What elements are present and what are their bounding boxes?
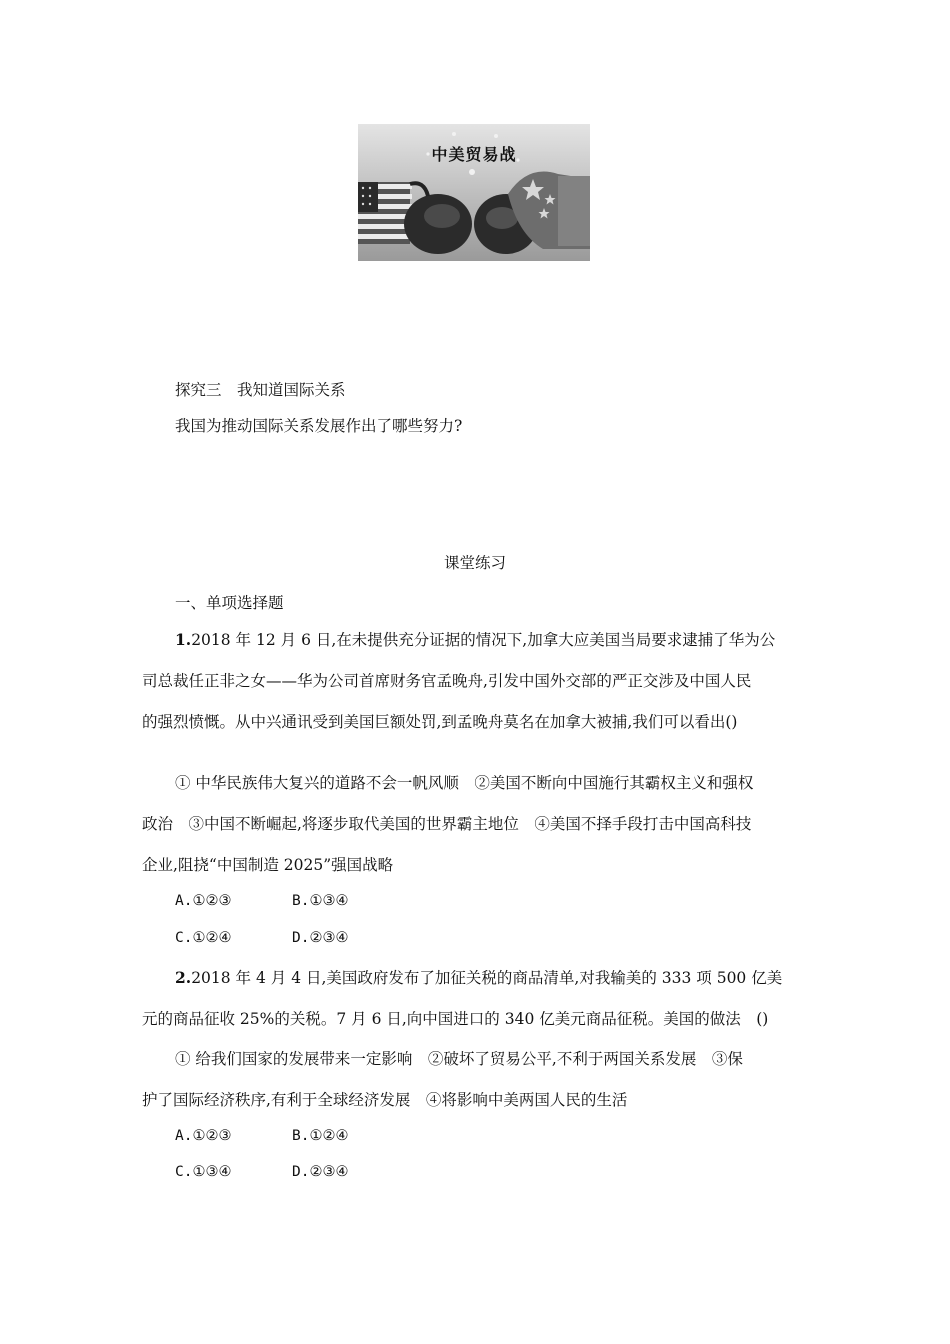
q2-option-d[interactable]: D.②③④ — [292, 1164, 349, 1180]
q1-stem-line-2: 司总裁任正非之女——华为公司首席财务官孟晚舟,引发中国外交部的严正交涉及中国人民 — [142, 672, 752, 690]
practice-title: 课堂练习 — [443, 554, 506, 572]
part-one-heading: 一、单项选择题 — [175, 594, 284, 612]
q1-option-d[interactable]: D.②③④ — [292, 930, 349, 946]
q2-stem-text-1: 2018 年 4 月 4 日,美国政府发布了加征关税的商品清单,对我输美的 333 项 500 亿美 — [191, 969, 783, 987]
q1-items-line-1: ① 中华民族伟大复兴的道路不会一帆风顺 ②美国不断向中国施行其霸权主义和强权 — [175, 774, 754, 792]
section-heading: 探究三 我知道国际关系 — [175, 381, 346, 399]
q2-items-line-2: 护了国际经济秩序,有利于全球经济发展 ④将影响中美两国人民的生活 — [142, 1091, 628, 1109]
q1-items-line-2: 政治 ③中国不断崛起,将逐步取代美国的世界霸主地位 ④美国不择手段打击中国高科技 — [142, 815, 752, 833]
q1-option-a[interactable]: A.①②③ — [175, 893, 232, 909]
q2-option-c[interactable]: C.①③④ — [175, 1164, 232, 1180]
q2-option-b[interactable]: B.①②④ — [292, 1128, 349, 1144]
q2-items-line-1: ① 给我们国家的发展带来一定影响 ②破坏了贸易公平,不利于两国关系发展 ③保 — [175, 1050, 743, 1068]
q1-items-line-3: 企业,阻挠“中国制造 2025”强国战略 — [142, 856, 394, 874]
q2-option-a[interactable]: A.①②③ — [175, 1128, 232, 1144]
q1-option-c[interactable]: C.①②④ — [175, 930, 232, 946]
trade-war-illustration — [358, 124, 590, 261]
q1-option-b[interactable]: B.①③④ — [292, 893, 349, 909]
figure-caption: 中美贸易战 — [431, 145, 517, 164]
q2-stem-line-2: 元的商品征收 25%的关税。7 月 6 日,向中国进口的 340 亿美元商品征税。美国的做法 () — [142, 1010, 769, 1028]
q2-stem-line-1 — [175, 966, 782, 988]
section-question: 我国为推动国际关系发展作出了哪些努力? — [175, 417, 463, 435]
q1-stem-line-1 — [175, 628, 775, 650]
q2-number: 2. — [175, 968, 192, 987]
q1-stem-line-3: 的强烈愤慨。从中兴通讯受到美国巨额处罚,到孟晚舟莫名在加拿大被捕,我们可以看出() — [142, 713, 738, 731]
q1-stem-text-1: 2018 年 12 月 6 日,在未提供充分证据的情况下,加拿大应美国当局要求逮捕了华为公 — [191, 631, 776, 649]
q1-number: 1. — [175, 630, 192, 649]
